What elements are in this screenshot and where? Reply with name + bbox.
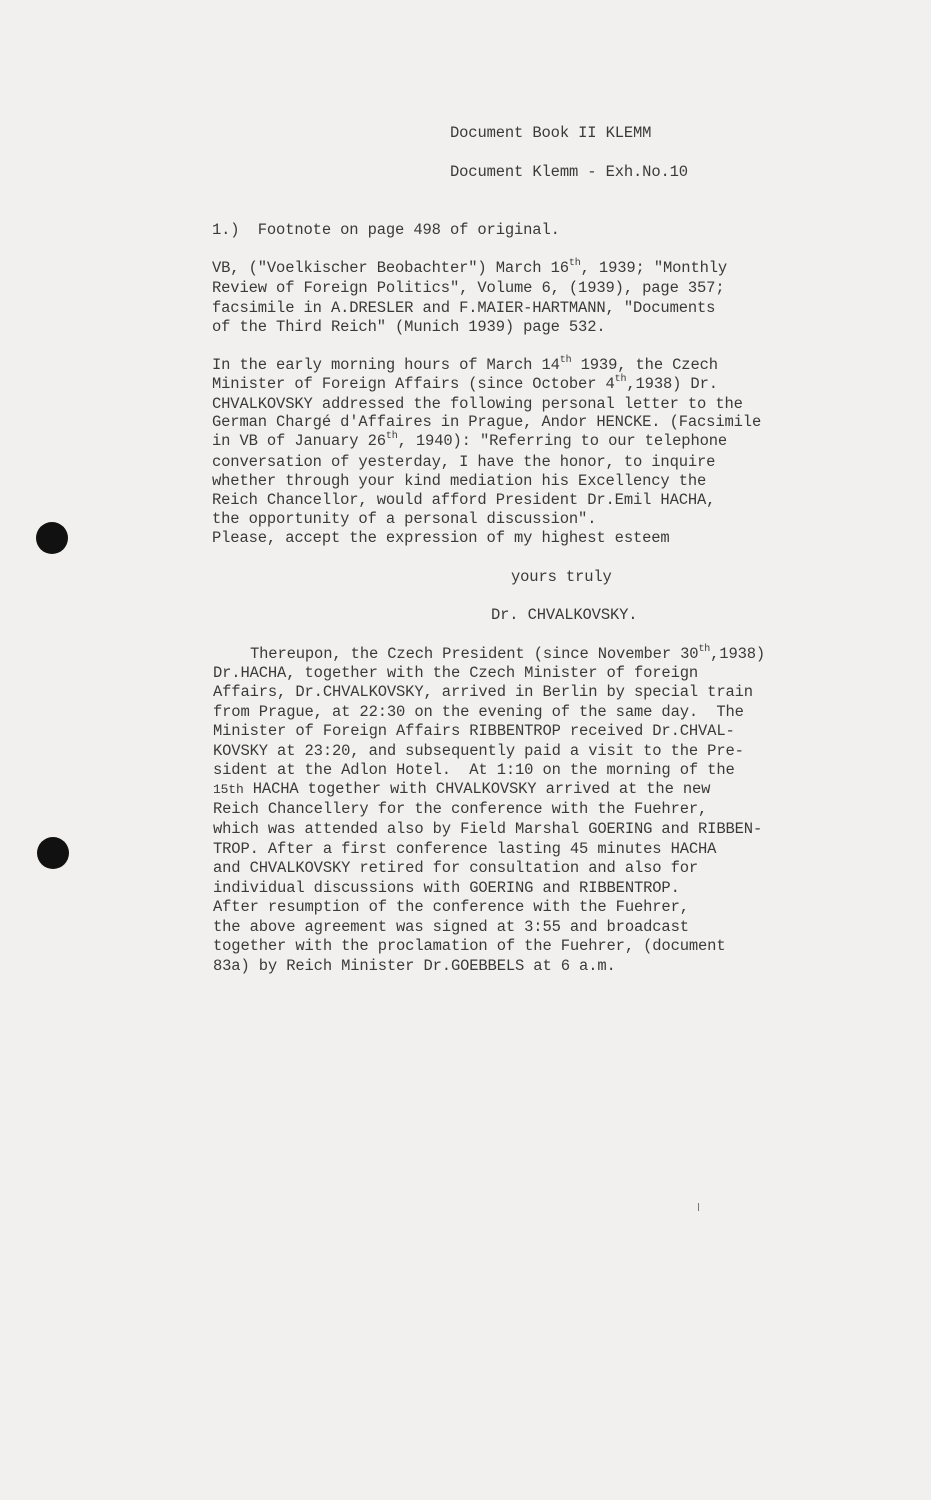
letter-line-10: Please, accept the expression of my highest esteem <box>212 529 670 547</box>
narrative-line-3: Affairs, Dr.CHVALKOVSKY, arrived in Berlin by special train <box>213 683 753 701</box>
narrative-line-4: from Prague, at 22:30 on the evening of the same day. The <box>213 703 744 721</box>
source-line-2: Review of Foreign Politics", Volume 6, (1939), page 357; <box>212 279 725 297</box>
letter-line-3: CHVALKOVSKY addressed the following personal letter to the <box>212 395 743 413</box>
narrative-line-16: together with the proclamation of the Fuehrer, (document <box>213 937 726 955</box>
narrative-line-8: 15th HACHA together with CHVALKOVSKY arrived at the new <box>213 780 711 798</box>
letter-line-9: the opportunity of a personal discussion". <box>212 510 597 528</box>
punch-hole-bottom <box>37 837 69 869</box>
letter-line-4: German Chargé d'Affaires in Prague, Andor HENCKE. (Facsimile <box>212 413 762 431</box>
letter-line-5: in VB of January 26th, 1940): "Referring to our telephone <box>212 431 728 450</box>
letter-line-6: conversation of yesterday, I have the honor, to inquire <box>212 453 716 471</box>
narrative-line-13: individual discussions with GOERING and RIBBENTROP. <box>213 879 680 897</box>
narrative-line-2: Dr.HACHA, together with the Czech Minister of foreign <box>213 664 699 682</box>
letter-line-2: Minister of Foreign Affairs (since October 4th,1938) Dr. <box>212 374 718 393</box>
narrative-line-11: TROP. After a first conference lasting 45 minutes HACHA <box>213 840 717 858</box>
letter-line-8: Reich Chancellor, would afford President Dr.Emil HACHA, <box>212 491 716 509</box>
narrative-line-5: Minister of Foreign Affairs RIBBENTROP received Dr.CHVAL- <box>213 722 735 740</box>
letter-line-1: In the early morning hours of March 14th 1939, the Czech <box>212 355 718 374</box>
narrative-line-6: KOVSKY at 23:20, and subsequently paid a visit to the Pre- <box>213 742 744 760</box>
letter-signature: Dr. CHVALKOVSKY. <box>491 606 638 624</box>
narrative-line-14: After resumption of the conference with the Fuehrer, <box>213 898 689 916</box>
letter-line-7: whether through your kind mediation his Excellency the <box>212 472 707 490</box>
narrative-line-15: the above agreement was signed at 3:55 and broadcast <box>213 918 689 936</box>
letter-closing: yours truly <box>511 568 612 586</box>
narrative-line-1: Thereupon, the Czech President (since November 30th,1938) <box>250 644 766 663</box>
document-book-heading: Document Book II KLEMM <box>450 124 652 142</box>
punch-hole-top <box>36 522 68 554</box>
paper-mark <box>698 1203 699 1211</box>
narrative-line-10: which was attended also by Field Marshal GOERING and RIBBEN- <box>213 820 763 838</box>
source-line-1: VB, ("Voelkischer Beobachter") March 16th, 1939; "Monthly <box>212 258 728 277</box>
source-line-4: of the Third Reich" (Munich 1939) page 532. <box>212 318 606 336</box>
footnote-heading: 1.) Footnote on page 498 of original. <box>212 221 560 239</box>
narrative-line-17: 83a) by Reich Minister Dr.GOEBBELS at 6 a.m. <box>213 957 616 975</box>
source-line-3: facsimile in A.DRESLER and F.MAIER-HARTMANN, "Documents <box>212 299 716 317</box>
narrative-line-12: and CHVALKOVSKY retired for consultation and also for <box>213 859 699 877</box>
exhibit-heading: Document Klemm - Exh.No.10 <box>450 163 688 181</box>
narrative-line-9: Reich Chancellery for the conference with the Fuehrer, <box>213 800 708 818</box>
narrative-line-7: sident at the Adlon Hotel. At 1:10 on the morning of the <box>213 761 735 779</box>
